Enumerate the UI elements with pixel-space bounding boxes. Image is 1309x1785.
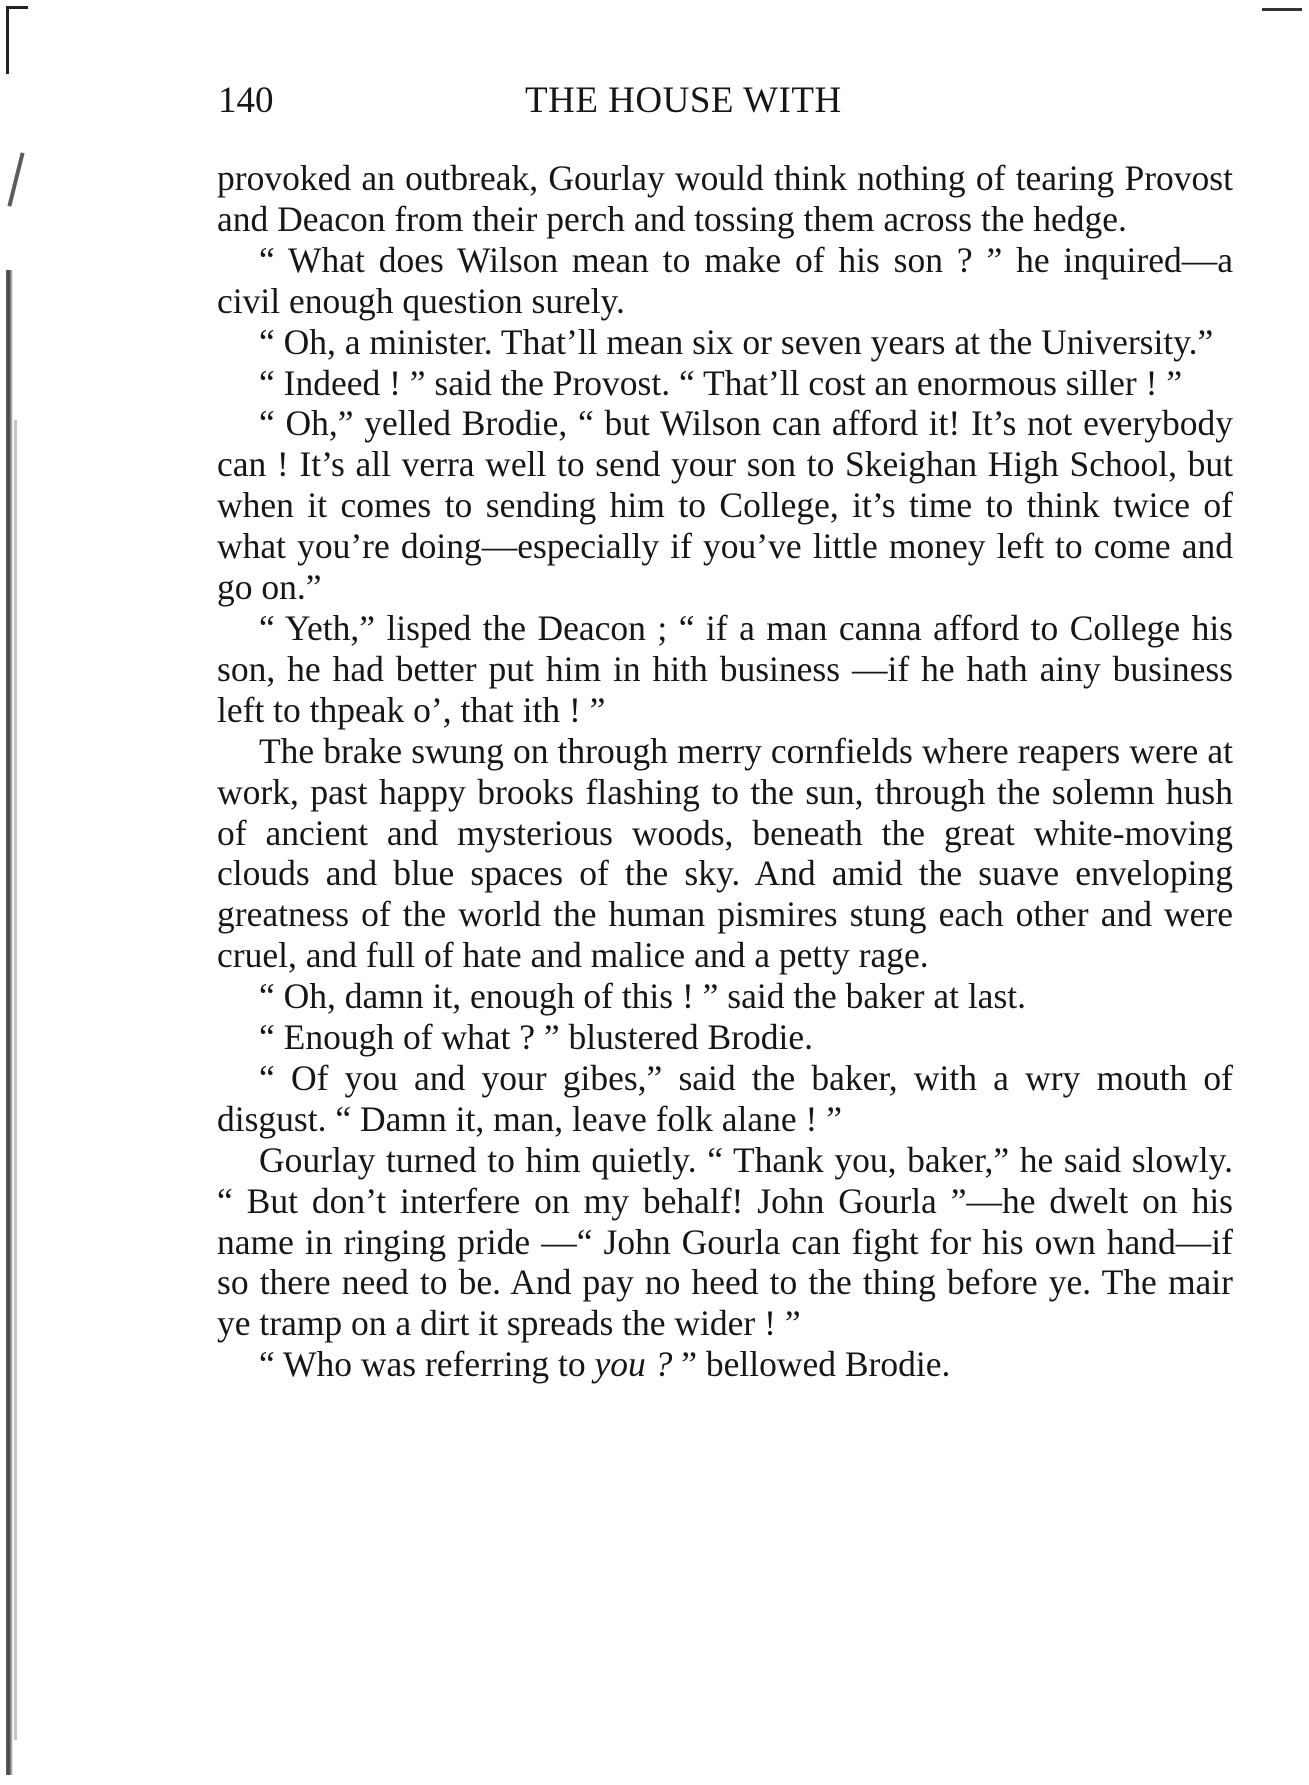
scan-corner-mark-horizontal <box>6 6 28 9</box>
paragraph-3: “ Oh, a minister. That’ll mean six or seven years at the University.” <box>259 321 1214 362</box>
paragraph-2: “ What does Wilson mean to make of his son ? ” he inquired—a civil enough question surely. <box>217 239 1233 321</box>
page-number: 140 <box>218 80 274 121</box>
scan-top-right-mark <box>1262 8 1302 11</box>
paragraph-10: “ Of you and your gibes,” said the baker, with a wry mouth of disgust. “ Damn it, man, leave folk alane ! ” <box>217 1057 1233 1139</box>
paragraph-1: provoked an outbreak, Gourlay would think nothing of tearing Provost and Deacon from their perch and tossing them across the hedge. <box>217 158 1233 239</box>
running-head <box>0 76 1309 126</box>
paragraph-9: “ Enough of what ? ” blustered Brodie. <box>259 1017 814 1058</box>
book-gutter-shadow-inner <box>14 420 17 1740</box>
scan-corner-mark <box>6 6 9 74</box>
paragraph-8: “ Oh, damn it, enough of this ! ” said the baker at last. <box>259 976 1026 1017</box>
paragraph-6: “ Yeth,” lisped the Deacon ; “ if a man canna afford to College his son, he had better put him in hith business —if he hath ainy business left to thpeak o’, that ith ! ” <box>217 607 1233 730</box>
paragraph-12-start: “ Who was referring to <box>259 1344 595 1385</box>
book-gutter-shadow <box>6 270 13 1775</box>
paragraph-7: The brake swung on through merry cornfields where reapers were at work, past happy brooks flashing to the sun, through the solemn hush of ancient and mysterious woods, beneath the great white-moving clouds and blue spaces of the sky. And amid the suave enveloping greatness of the world the human pismires stung each other and were cruel, and full of hate and malice and a petty rage. <box>217 730 1233 976</box>
running-title: THE HOUSE WITH <box>525 80 842 121</box>
gutter-tick-mark <box>7 152 24 206</box>
paragraph-5: “ Oh,” yelled Brodie, “ but Wilson can afford it! It’s not everybody can ! It’s all verra well to send your son to Skeighan High School, but when it comes to sending him to College, it’s time to think twice of what you’re doing—especially if you’ve little money left to come and go on.” <box>217 403 1233 608</box>
paragraph-12-end: ” bellowed Brodie. <box>672 1344 951 1385</box>
paragraph-12 <box>217 1344 1233 1385</box>
paragraph-11: Gourlay turned to him quietly. “ Thank you, baker,” he said slowly. “ But don’t interfere on my behalf! John Gourla ”—he dwelt on his name in ringing pride —“ John Gourla can fight for his own hand—if so there need to be. And pay no heed to the thing before ye. The mair ye tramp on a dirt it spreads the wider ! ” <box>217 1139 1233 1344</box>
body-text <box>217 158 1233 1385</box>
paragraph-12-italic: you ? <box>594 1344 673 1385</box>
paragraph-4: “ Indeed ! ” said the Provost. “ That’ll cost an enormous siller ! ” <box>259 362 1183 403</box>
